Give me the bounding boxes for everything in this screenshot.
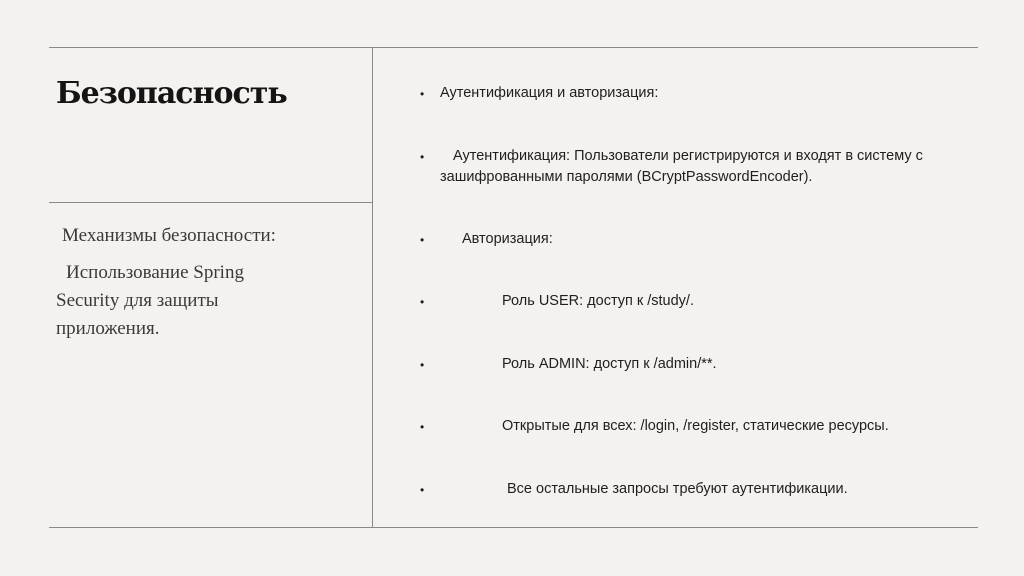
slide-title: Безопасность	[56, 76, 287, 111]
bullet-icon: •	[420, 150, 425, 164]
bullet-icon: •	[420, 483, 425, 497]
bullet-icon: •	[420, 420, 425, 434]
bullet-text: Роль ADMIN: доступ к /admin/**.	[502, 356, 717, 372]
description	[56, 259, 356, 343]
description-line: Использование Spring	[66, 262, 244, 283]
top-rule	[49, 47, 978, 48]
bullet-icon: •	[420, 233, 425, 247]
description-line: Security для защиты	[56, 290, 219, 311]
column-divider	[372, 47, 373, 528]
bullet-icon: •	[420, 87, 425, 101]
bullet-text: Аутентификация и авторизация:	[440, 85, 659, 101]
bullet-text: Роль USER: доступ к /study/.	[502, 293, 694, 309]
bullet-icon: •	[420, 295, 425, 309]
bullet-text: зашифрованными паролями (BCryptPasswordEncoder).	[440, 169, 813, 185]
bullet-text: Аутентификация: Пользователи регистрируются и входят в систему с	[453, 148, 923, 164]
description-line: приложения.	[56, 318, 160, 339]
bullet-icon: •	[420, 358, 425, 372]
bullet-text: Авторизация:	[462, 231, 553, 247]
bottom-rule	[49, 527, 978, 528]
bullet-text: Все остальные запросы требуют аутентификации.	[507, 481, 848, 497]
subheading: Механизмы безопасности:	[62, 225, 276, 246]
bullet-text: Открытые для всех: /login, /register, статические ресурсы.	[502, 418, 889, 434]
left-section-divider	[49, 202, 372, 203]
